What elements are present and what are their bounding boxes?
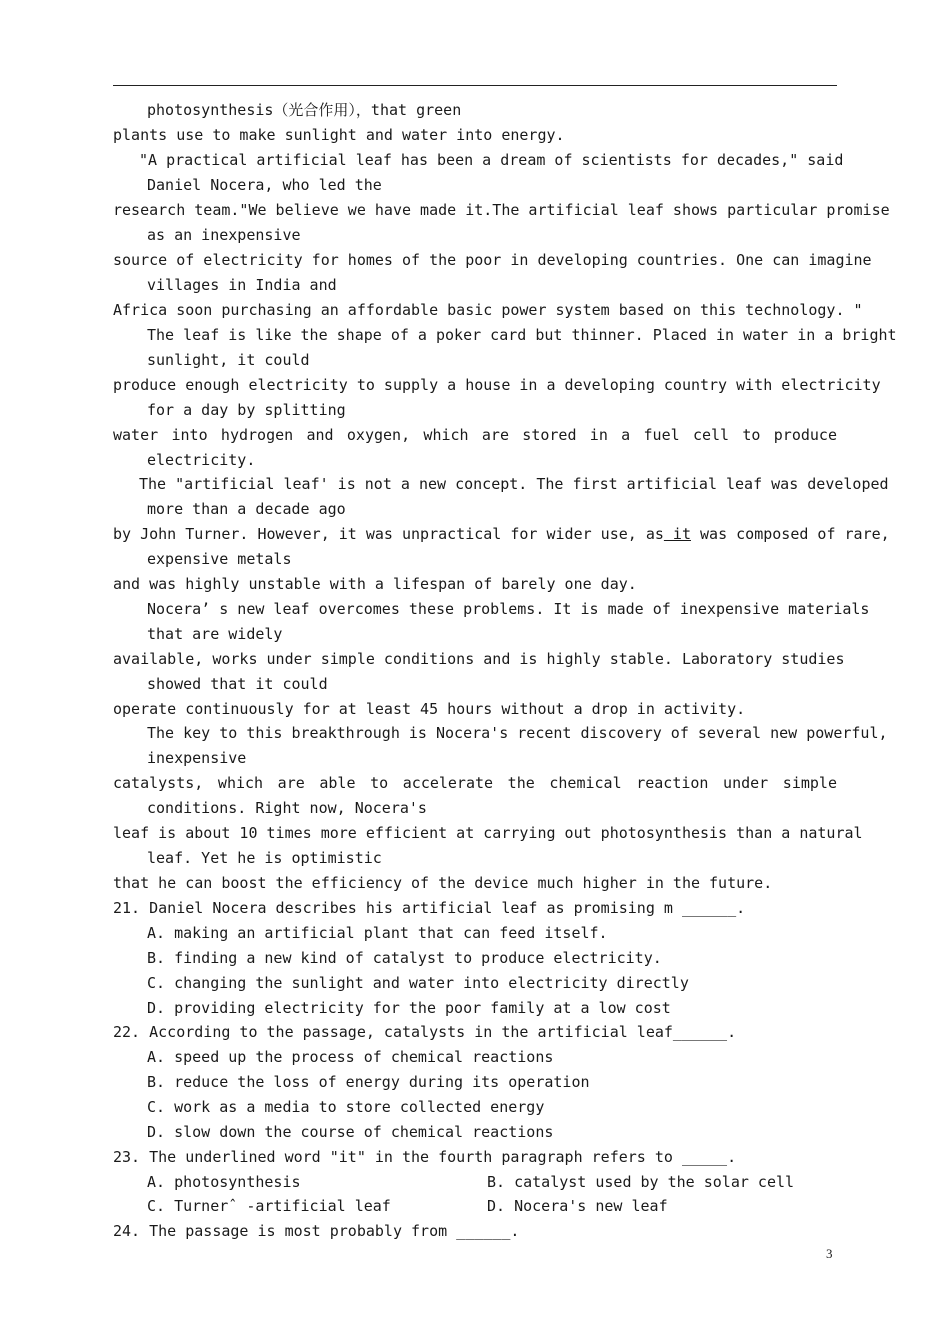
passage-line: showed that it could bbox=[147, 675, 328, 693]
passage-line: photosynthesis（光合作用），that green bbox=[147, 101, 462, 119]
passage-line: Africa soon purchasing an affordable basic power system based on this technology. " bbox=[113, 301, 863, 319]
passage-line: expensive metals bbox=[147, 550, 292, 568]
option-23-a: A. photosynthesis bbox=[147, 1173, 301, 1191]
passage-line: available, works under simple conditions and is highly stable. Laboratory studies bbox=[113, 650, 845, 668]
passage-line: "A practical artificial leaf has been a dream of scientists for decades," said bbox=[139, 151, 844, 169]
header-rule bbox=[113, 85, 837, 86]
option-21-d: D. providing electricity for the poor family at a low cost bbox=[147, 999, 671, 1017]
underlined-it: it bbox=[663, 525, 691, 543]
question-23-stem: 23. The underlined word "it" in the fourth paragraph refers to _____. bbox=[113, 1148, 737, 1166]
passage-line: conditions. Right now, Nocera's bbox=[147, 799, 427, 817]
option-22-a: A. speed up the process of chemical reactions bbox=[147, 1048, 554, 1066]
question-21-stem: 21. Daniel Nocera describes his artificial leaf as promising m ______. bbox=[113, 899, 746, 917]
option-22-d: D. slow down the course of chemical reactions bbox=[147, 1123, 554, 1141]
passage-line: research team."We believe we have made it.The artificial leaf shows particular promise bbox=[113, 201, 890, 219]
passage-line: more than a decade ago bbox=[147, 500, 346, 518]
passage-line: plants use to make sunlight and water into energy. bbox=[113, 126, 565, 144]
passage-line: as an inexpensive bbox=[147, 226, 301, 244]
passage-line: The leaf is like the shape of a poker card but thinner. Placed in water in a bright bbox=[147, 326, 897, 344]
option-23-c: C. Turnerˆ -artificial leaf bbox=[147, 1197, 391, 1215]
passage-line: water into hydrogen and oxygen, which are stored in a fuel cell to produce bbox=[113, 426, 837, 444]
option-21-c: C. changing the sunlight and water into electricity directly bbox=[147, 974, 689, 992]
passage-line: leaf is about 10 times more efficient at carrying out photosynthesis than a natural bbox=[113, 824, 863, 842]
passage-line: The "artificial leaf' is not a new concept. The first artificial leaf was developed bbox=[139, 475, 889, 493]
passage-line: and was highly unstable with a lifespan of barely one day. bbox=[113, 575, 637, 593]
passage-line bbox=[113, 522, 890, 546]
question-22-stem: 22. According to the passage, catalysts in the artificial leaf______. bbox=[113, 1023, 737, 1041]
passage-line: for a day by splitting bbox=[147, 401, 346, 419]
page-number: 3 bbox=[826, 1246, 833, 1261]
passage-line: Daniel Nocera, who led the bbox=[147, 176, 382, 194]
passage-line: that are widely bbox=[147, 625, 283, 643]
passage-text: by John Turner. However, it was unpractical for wider use, as bbox=[113, 525, 664, 543]
passage-line: operate continuously for at least 45 hours without a drop in activity. bbox=[113, 700, 746, 718]
option-23-b: B. catalyst used by the solar cell bbox=[487, 1173, 795, 1191]
passage-line: catalysts, which are able to accelerate the chemical reaction under simple bbox=[113, 774, 837, 792]
passage-line: Nocera’ s new leaf overcomes these problems. It is made of inexpensive materials bbox=[147, 600, 870, 618]
passage-line: The key to this breakthrough is Nocera's recent discovery of several new powerful, bbox=[147, 724, 888, 742]
passage-line: leaf. Yet he is optimistic bbox=[147, 849, 382, 867]
passage-line: sunlight, it could bbox=[147, 351, 310, 369]
passage-line: inexpensive bbox=[147, 749, 247, 767]
option-22-b: B. reduce the loss of energy during its operation bbox=[147, 1073, 590, 1091]
passage-line: source of electricity for homes of the poor in developing countries. One can imagine bbox=[113, 251, 872, 269]
option-22-c: C. work as a media to store collected energy bbox=[147, 1098, 545, 1116]
passage-line: villages in India and bbox=[147, 276, 337, 294]
option-row bbox=[147, 1194, 837, 1218]
passage-line: electricity. bbox=[147, 451, 256, 469]
passage-text: was composed of rare, bbox=[690, 525, 890, 543]
option-23-d: D. Nocera's new leaf bbox=[487, 1197, 668, 1215]
option-21-b: B. finding a new kind of catalyst to produce electricity. bbox=[147, 949, 662, 967]
option-row bbox=[147, 1170, 837, 1194]
question-24-stem: 24. The passage is most probably from ______. bbox=[113, 1222, 520, 1240]
option-21-a: A. making an artificial plant that can feed itself. bbox=[147, 924, 608, 942]
passage-line: produce enough electricity to supply a house in a developing country with electricity bbox=[113, 376, 881, 394]
passage-line: that he can boost the efficiency of the device much higher in the future. bbox=[113, 874, 773, 892]
